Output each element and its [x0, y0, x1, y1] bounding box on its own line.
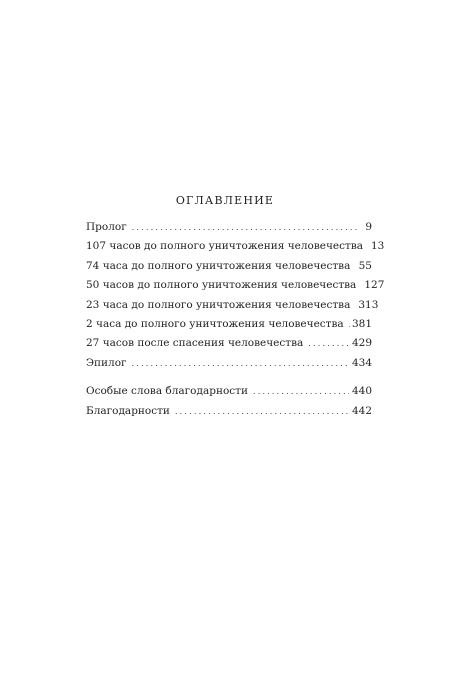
toc-entry-page: 434 — [351, 356, 372, 369]
toc-entry-title: 27 часов после спасения человечества — [86, 337, 304, 350]
toc-entry-title: Особые слова благодарности — [86, 385, 248, 398]
toc-entry-page: 127 — [364, 279, 385, 292]
toc-entry-page: 313 — [358, 298, 379, 311]
toc-leader-dots — [253, 383, 349, 401]
toc-entry-page: 55 — [358, 259, 372, 272]
toc-entry-title: Эпилог — [86, 356, 127, 369]
toc-entry-page: 429 — [351, 337, 372, 350]
toc-leader-dots — [132, 355, 349, 373]
toc-entry-title: 74 часа до полного уничтожения человечества — [86, 259, 351, 272]
table-of-contents — [86, 218, 385, 421]
toc-entry[interactable] — [86, 276, 385, 295]
toc-entry-page: 442 — [351, 404, 372, 417]
toc-entry-title: 23 часа до полного уничтожения человечества — [86, 298, 351, 311]
toc-entry[interactable] — [86, 402, 372, 421]
toc-group-acknowledgements — [86, 382, 372, 421]
toc-entry-title: Благодарности — [86, 404, 170, 417]
toc-entry-page: 381 — [351, 318, 372, 331]
toc-entry-title: Пролог — [86, 221, 127, 233]
toc-leader-dots — [175, 403, 349, 421]
toc-leader-dots — [308, 335, 349, 353]
toc-entry[interactable] — [86, 315, 372, 334]
toc-entry[interactable] — [86, 296, 379, 315]
toc-heading: оглавление — [175, 188, 275, 208]
toc-entry-page: 440 — [351, 385, 372, 398]
toc-entry-title: 107 часов до полного уничтожения человечества — [86, 240, 363, 253]
toc-entry[interactable] — [86, 354, 372, 373]
toc-entry[interactable] — [86, 334, 372, 353]
toc-entry-title: 50 часов до полного уничтожения человечества — [86, 279, 357, 292]
toc-entry[interactable] — [86, 257, 372, 276]
toc-group-main — [86, 218, 385, 373]
toc-entry-page: 9 — [365, 221, 372, 233]
toc-entry[interactable] — [86, 237, 385, 256]
toc-leader-dots — [132, 219, 359, 237]
toc-entry[interactable] — [86, 382, 372, 401]
toc-entry-page: 13 — [371, 240, 385, 253]
toc-entry-title: 2 часа до полного уничтожения человечества — [86, 318, 344, 331]
toc-entry[interactable] — [86, 218, 372, 237]
